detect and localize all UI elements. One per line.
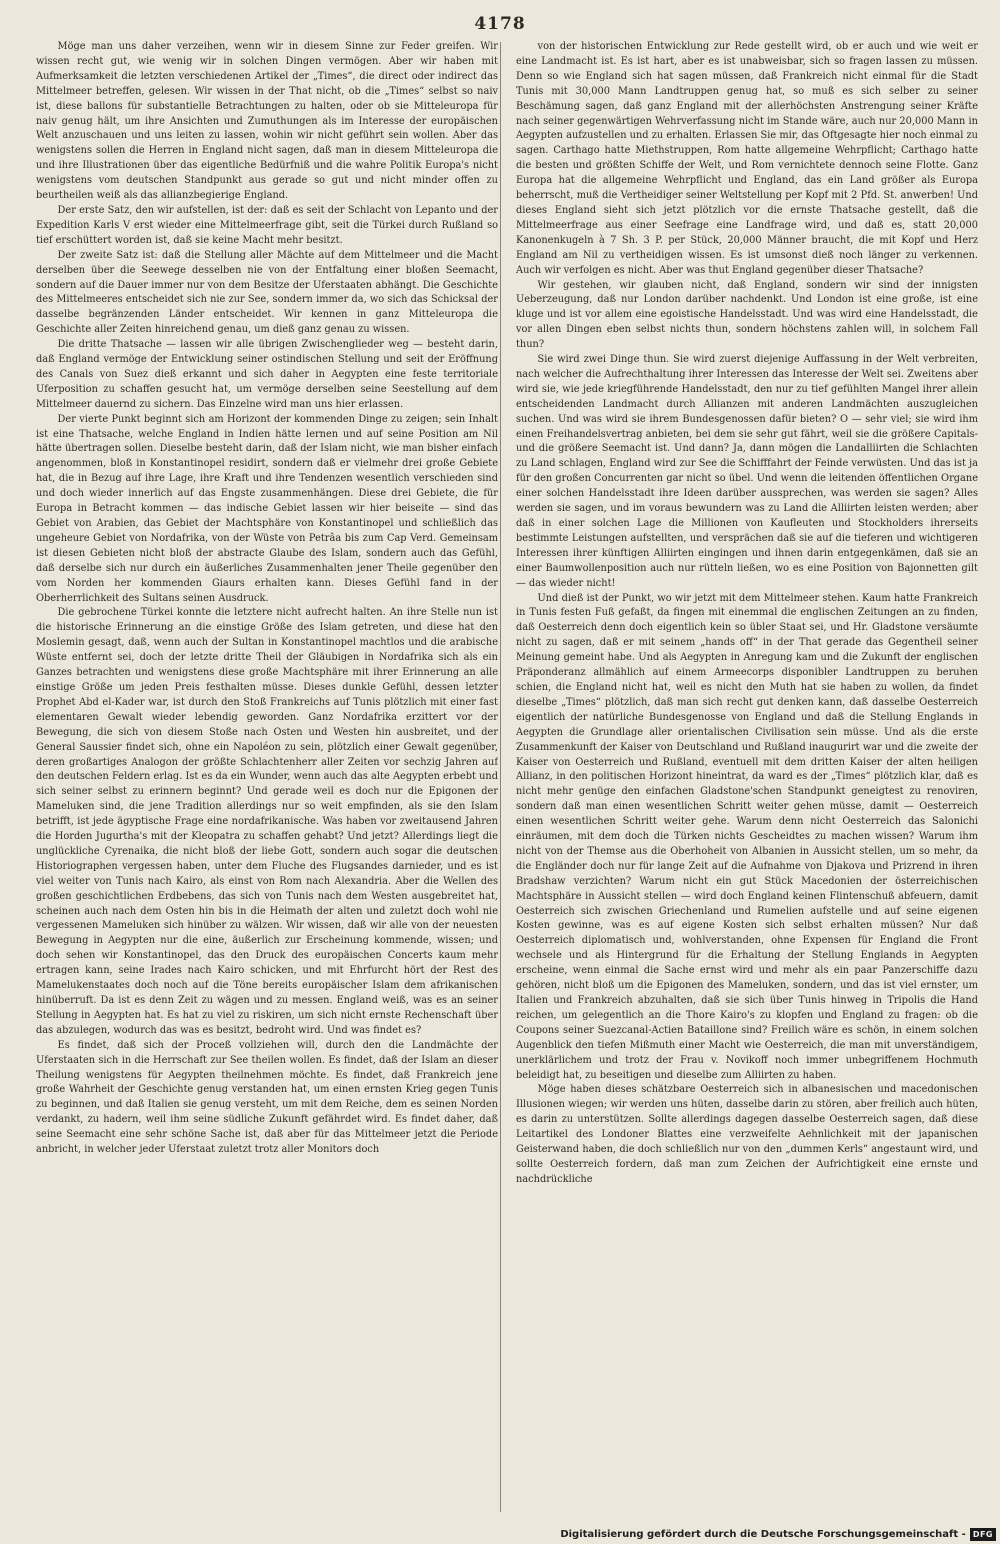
digitization-footer bbox=[0, 1524, 996, 1544]
paragraph: Möge man uns daher verzeihen, wenn wir in diesem Sinne zur Feder greifen. Wir wissen recht gut, wie wenig wir in solchen Dingen vermögen. Aber wir haben mit Aufmerksamkeit die letzten verschiedenen Artikel der „Times“, die direct oder indirect das Mittelmeer betreffen, gelesen. Wir wissen in der That nicht, ob die „Times“ selbst so naiv ist, diese ballons für substantielle Betrachtungen zu halten, oder ob sie Mitteleuropa für naiv genug hält, um ihre Ansichten und Zumuthungen als im Interesse der europäischen Welt anzuschauen und uns leiten zu lassen, wohin wir nicht geführt sein wollen. Aber das wenigstens sollen die Herren in England nicht sagen, daß man in diesem Mitteleuropa die und ihre Illustrationen über das eigentliche Bedürfniß und die wahre Politik Europa's nicht wenigstens vom deutschen Standpunkt aus gerade so gut und nicht minder offen zu beurtheilen weiß als das allianzbegierige England. bbox=[36, 41, 498, 202]
paragraph: Sie wird zwei Dinge thun. Sie wird zuerst diejenige Auffassung in der Welt verbreiten, nach welcher die Aufrechthaltung ihrer Interessen das Interesse der Welt sei. Zweitens aber wird sie, wie jede kriegführende Handelsstadt, den nur zu tief gefühlten Mangel ihrer allein entscheidenden Landmacht durch Allianzen mit anderen Landmächten auszugleichen suchen. Und was wird sie ihrem Bundesgenossen dafür bieten? O — sehr viel; sie wird ihm einen Freihandelsvertrag anbieten, bei dem sie sehr gut fährt, weil sie die größere Capitals- und die größere Seemacht ist. Und dann? Ja, dann mögen die Landalliirten die Schlachten zu Land schlagen, England wird zur See die Schifffahrt der Feinde verwüsten. Und das ist ja für den großen Concurrenten gar nicht so übel. Und wenn die leitenden öffentlichen Organe einer solchen Handelsstadt ihre Ideen darüber aussprechen, was werden sie sagen? Alles werden sie sagen, und im voraus bewundern was zu Land die Alliirten leisten werden; aber daß in einer solchen Lage die Millionen von Kaufleuten und Stockholders ihrerseits bestimmte Leistungen aufstellten, und versprächen daß sie auf die tieferen und wichtigeren Interessen ihrer künftigen Alliirten eingingen und ihnen darin entgegenkämen, daß sie an einer Baumwollenposition auch nur rütteln ließen, wo es eine Position von Bajonnetten gilt — das wieder nicht! bbox=[516, 354, 978, 589]
page-number: 4178 bbox=[474, 14, 526, 34]
column-divider bbox=[500, 42, 501, 1512]
dfg-logo: DFG bbox=[970, 1528, 996, 1541]
paragraph: Möge haben dieses schätzbare Oesterreich sich in albanesischen und macedonischen Illusionen wiegen; wir werden uns hüten, dasselbe darin zu stören, aber freilich auch hüten, es darin zu unterstützen. Sollte allerdings dagegen dasselbe Oesterreich sagen, daß diese Leitartikel des Londoner Blattes eine verzweifelte Aehnlichkeit mit der japanischen Geisterwand haben, die doch schließlich nur von den „dummen Kerls“ angestaunt wird, und sollte Oesterreich fordern, daß man zum Zeichen der Aufrichtigkeit eine ernste und nachdrückliche bbox=[516, 1084, 978, 1185]
paragraph: Es findet, daß sich der Proceß vollziehen will, durch den die Landmächte der Uferstaaten sich in die Herrschaft zur See theilen wollen. Es findet, daß der Islam an dieser Theilung wenigstens für Aegypten theilnehmen möchte. Es findet, daß Frankreich jene große Wahrheit der Geschichte genug verstanden hat, um einen ernsten Krieg gegen Tunis zu beginnen, und daß Italien sie genug versteht, um mit dem Reiche, dem es seinen Norden verdankt, zu hadern, weil ihm seine südliche Zukunft gefährdet wird. Es findet daher, daß seine Seemacht eine sehr schöne Sache ist, daß aber für das Mittelmeer jetzt die Periode anbricht, in welcher jeder Uferstaat zuletzt trotz aller Monitors doch bbox=[36, 1039, 498, 1156]
paragraph: Wir gestehen, wir glauben nicht, daß England, sondern wir sind der innigsten Ueberzeugung, daß nur London darüber nachdenkt. Und London ist eine große, ist eine kluge und ist vor allem eine egoistische Handelsstadt. Und was wird eine Handelsstadt, die vor allen Dingen eben selbst nichts thun, sondern höchstens zahlen will, in solchem Fall thun? bbox=[516, 279, 978, 351]
paragraph: Der erste Satz, den wir aufstellen, ist der: daß es seit der Schlacht von Lepanto und der Expedition Karls V erst wieder eine Mittelmeerfrage gibt, seit die Türkei durch Rußland so tief erschüttert worden ist, daß sie keine Macht mehr besitzt. bbox=[36, 204, 498, 246]
paragraph: von der historischen Entwicklung zur Rede gestellt wird, ob er auch und wie weit er eine Landmacht ist. Es ist hart, aber es ist unabweisbar, sich so fragen lassen zu müssen. Denn so wie England sich hat sagen müssen, daß Frankreich nicht einmal für die Stadt Tunis mit 30,000 Mann Landtruppen genug hat, so muß es sich selber zu seiner Beschämung sagen, daß ganz England mit der allerhöchsten Anstrengung seiner Kräfte nach seiner gegenwärtigen Wehrverfassung nicht im Stande wäre, auch nur 20,000 Mann in Aegypten aufzustellen und zu erhalten. Erlassen Sie mir, das Oftgesagte hier noch einmal zu sagen. Carthago hatte Miethstruppen, Rom hatte allgemeine Wehrpflicht; Carthago hatte die besten und größten Schiffe der Welt, und Rom vernichtete dennoch seine Flotte. Ganz Europa hat die allgemeine Wehrpflicht und England, das ein Land größer als Europa beherrscht, muß die Vertheidiger seiner Weltstellung per Kopf mit 2 Pfd. St. anwerben! Und dieses England sieht sich jetzt plötzlich vor die ernste Thatsache gestellt, daß die Mittelmeerfrage aus einer Seefrage eine Landfrage wird, und daß es, statt 20,000 Kanonenkugeln à 7 Sh. 3 P. per Stück, 20,000 Männer braucht, die mit Kopf und Herz England am Nil zu vertheidigen wissen. Es ist umsonst dieß noch länger zu verkennen. Auch wir verfolgen es nicht. Aber was thut England gegenüber dieser Thatsache? bbox=[516, 41, 978, 276]
footer-text: Digitalisierung gefördert durch die Deutsche Forschungsgemeinschaft - bbox=[560, 1528, 966, 1540]
paragraph: Der vierte Punkt beginnt sich am Horizont der kommenden Dinge zu zeigen; sein Inhalt ist eine Thatsache, welche England in Indien hätte lernen und auf seine Position am Nil hätte übertragen sollen. Dieselbe besteht darin, daß der Islam nicht, wie man bisher einfach angenommen, bloß in Konstantinopel residirt, sondern daß er vielmehr drei große Gebiete hat, die in Bezug auf ihre Lage, ihre Kraft und ihre Tendenzen wesentlich verschieden sind und doch wieder innerlich auf das Engste zusammenhängen. Diese drei Gebiete, die für Europa in Betracht kommen — das indische Gebiet lassen wir hier beiseite — sind das Gebiet von Arabien, das Gebiet der Machtsphäre von Konstantinopel und schließlich das ungeheure Gebiet von Nordafrika, von der Wüste von Petrâa bis zum Cap Verd. Gemeinsam ist diesen Gebieten nicht bloß der abstracte Glaube des Islam, sondern auch das Gefühl, daß derselbe sich nur durch ein äußerliches Zusammenhalten jener Theile gegenüber den vom Norden her kommenden Giaurs erhalten kann. Dieses Gefühl fand in der Oberherrlichkeit des Sultans seinen Ausdruck. bbox=[36, 413, 498, 604]
paragraph: Die gebrochene Türkei konnte die letztere nicht aufrecht halten. An ihre Stelle nun ist die historische Erinnerung an die einstige Größe des Islam getreten, und diese hat den Moslemin gesagt, daß, wenn auch der Sultan in Konstantinopel machtlos und die arabische Wüste entfernt sei, doch der letzte dritte Theil der Gläubigen in Nordafrika sich als ein Ganzes betrachten und wenigstens diese große Machtsphäre mit ihrer Erinnerung an alle einstige Größe um jeden Preis festhalten müsse. Dieses dunkle Gefühl, dessen letzter Prophet Abd el-Kader war, ist durch den Stoß Frankreichs auf Tunis plötzlich mit einer fast elementaren Gewalt wieder lebendig geworden. Ganz Nordafrika erzittert vor der Bewegung, die sich von diesem Stoße nach Osten und Westen hin ausbreitet, und der General Saussier findet sich, ohne ein Napoléon zu sein, plötzlich einer Gewalt gegenüber, deren großartiges Analogon der größte Schlachtenherr aller Zeiten vor sechzig Jahren auf den deutschen Feldern erlag. Ist es da ein Wunder, wenn auch das alte Aegypten erbebt und sich seiner selbst zu erinnern beginnt? Und gerade weil es doch nur die Epigonen der Mameluken sind, die jene Tradition allerdings nur so weit empfinden, als sie den Islam betrifft, ist jede ägyptische Frage eine nordafrikanische. Was haben vor zweitausend Jahren die Horden Jugurtha's mit der Kleopatra zu schaffen gehabt? Und jetzt? Allerdings liegt die unglückliche Cyrenaika, die nicht bloß der liebe Gott, sondern auch sogar die deutschen Historiographen vergessen haben, unter dem Fluche des Flugsandes darnieder, und es ist viel weiter von Tunis nach Kairo, als einst von Rom nach Alexandria. Aber die Wellen des großen geschichtlichen Erdbebens, das sich von Tunis nach dem Westen ausgebreitet hat, scheinen auch nach dem Osten hin bis in die Heimath der alten und zuletzt doch wohl nie vergessenen Mameluken sich hinüber zu wälzen. Wir wissen, daß wir alle von der neuesten Bewegung in Aegypten nur die eine, äußerlich zur Erscheinung kommende, wissen; und doch sehen wir Konstantinopel, das den Druck des europäischen Concerts kaum mehr ertragen kann, seine Irades nach Kairo schicken, und mit Ehrfurcht hört der Rest des Mamelukenstaates doch noch auf die Töne bereits europäischer Islam dem afrikanischen hinüberruft. Da ist es denn Zeit zu wägen und zu messen. England weiß, was es an seiner Stellung in Aegypten hat. Es hat zu viel zu riskiren, um sich nicht ernste Rechenschaft über das abzulegen, wodurch das was es besitzt, bedroht wird. Und was findet es? bbox=[36, 607, 498, 1036]
left-column bbox=[36, 40, 498, 1510]
paragraph: Der zweite Satz ist: daß die Stellung aller Mächte auf dem Mittelmeer und die Macht derselben über die Seewege desselben nie von der Entfaltung einer bloßen Seemacht, sondern auf die Dauer immer nur von dem Besitze der Uferstaaten abhängt. Die Geschichte des Mittelmeeres entscheidet sich nie zur See, sondern immer da, wo sich das Schicksal der dasselbe begränzenden Länder entscheidet. Wir kennen in ganz Mitteleuropa die Geschichte aller Zeiten hinreichend genau, um dieß ganz genau zu wissen. bbox=[36, 249, 498, 336]
paragraph: Die dritte Thatsache — lassen wir alle übrigen Zwischenglieder weg — besteht darin, daß England vermöge der Entwicklung seiner ostindischen Stellung und seit der Eröffnung des Canals von Suez dieß erkannt und sich daher in Aegypten eine feste territoriale Uferposition zu schaffen gesucht hat, um vermöge derselben seine Seestellung auf dem Mittelmeer dauernd zu sichern. Das Einzelne wird man uns hier erlassen. bbox=[36, 339, 498, 410]
paragraph: Und dieß ist der Punkt, wo wir jetzt mit dem Mittelmeer stehen. Kaum hatte Frankreich in Tunis festen Fuß gefaßt, da fingen mit einemmal die englischen Zeitungen an zu finden, daß Oesterreich denn doch eigentlich kein so übler Staat sei, und Hr. Gladstone versäumte nicht zu sagen, daß er mit seinem „hands off“ in der That gerade das Gegentheil seiner Meinung gemeint habe. Und als Aegypten in Anregung kam und die Zukunft der englischen Präponderanz allmählich auf einem Armeecorps disponibler Landtruppen zu beruhen schien, die England nicht hat, weil es nicht den Muth hat sie haben zu wollen, da findet dieselbe „Times“ plötzlich, daß man sich recht gut denken kann, daß dasselbe Oesterreich eigentlich der natürliche Bundesgenosse von England und daß die Stellung Englands in Aegypten die Grundlage aller orientalischen Civilisation sein müsse. Und als die erste Zusammenkunft der Kaiser von Deutschland und Rußland inaugurirt war und die zweite der Kaiser von Oesterreich und Rußland, eventuell mit dem dritten Kaiser der alten heiligen Allianz, in den politischen Horizont hineintrat, da ward es der „Times“ plötzlich klar, daß es nicht mehr genüge den einfachen Gladstone'schen Standpunkt geneigtest zu renoviren, sondern daß man einen wesentlichen Schritt weiter gehen müsse, damit — Oesterreich einen wesentlichen Schritt weiter gehe. Warum denn nicht Oesterreich das Salonichi einräumen, mit dem doch die Türken nichts Gescheidtes zu machen wissen? Warum ihm nicht von der Themse aus die Oberhoheit von Albanien in Aussicht stellen, um so mehr, da die Engländer doch nur für lange Zeit auf die Aufnahme von Djakova und Prizrend in ihren Bradshaw verzichten? Warum nicht ein gut Stück Macedonien der österreichischen Machtsphäre in Aussicht stellen — wird doch England keinen Flintenschuß abfeuern, damit Oesterreich sich zwischen Griechenland und Rumelien aufstelle und auf seine eigenen Kosten gewinne, was es auf eigene Kosten sich selbst erhalten müssen? Nur daß Oesterreich diplomatisch und, wohlverstanden, ohne Expensen für England die Front wechsele und als Hintergrund für die Erhaltung der Stellung Englands in Aegypten erscheine, wenn einmal die Sache ernst wird und mehr als ein paar Panzerschiffe dazu gehören, nicht bloß um die Epigonen des Mameluken, sondern, und das ist viel ernster, um Italien und Frankreich abzuhalten, daß sie sich über Tunis hinweg in Tripolis die Hand reichen, um gelegentlich an die Thore Kairo's zu klopfen und England zu fragen: ob die Coupons seiner Suezcanal-Actien Bataillone sind? Freilich wäre es schön, in einem solchen Augenblick den tiefen Mißmuth einer Macht wie Oesterreich, die man mit unverständigem, unerklärlichem und trotz der Frau v. Novikoff noch immer unbegriffenem Hochmuth beleidigt hat, zu beseitigen und dieselbe zum Alliirten zu haben. bbox=[516, 592, 978, 1081]
right-column bbox=[516, 40, 978, 1510]
